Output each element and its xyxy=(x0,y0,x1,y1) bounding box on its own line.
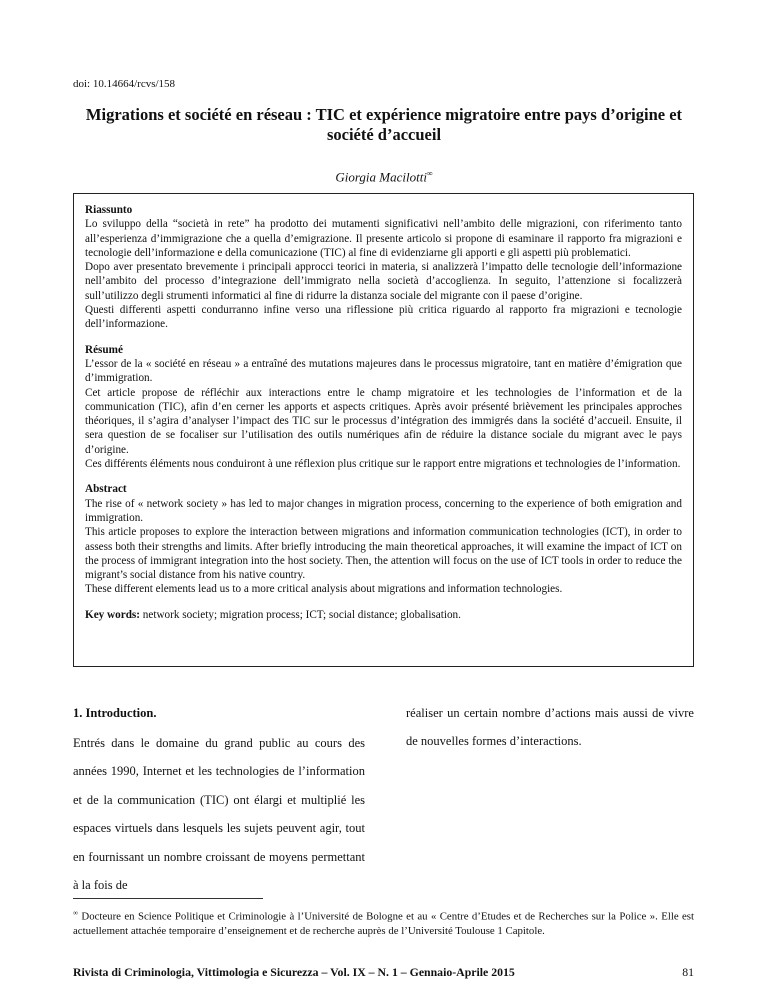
abstract-paragraph: This article proposes to explore the interaction between migrations and information communication technologies (ICT), in order to assess both their strengths and limits. After briefly introducing the main theoretical approaches, it will examine the impact of ICT on the process of immigrant integration into the host society. Then, the attention will focus on the use of ICT tools in order to reduce the migrant’s social distance from his native country. xyxy=(85,526,682,582)
abstract-heading: Résumé xyxy=(85,343,123,356)
footnote xyxy=(73,906,694,938)
section-heading: 1. Introduction. xyxy=(73,706,157,720)
keywords-label: Key words: xyxy=(85,608,140,621)
abstract-paragraph: The rise of « network society » has led to major changes in migration process, concerning to the experience of both emigration and immigration. xyxy=(85,497,682,524)
body-column-right xyxy=(406,705,694,768)
abstract-box xyxy=(73,193,694,667)
article-title: Migrations et société en réseau : TIC et expérience migratoire entre pays d’origine et société d’accueil xyxy=(85,105,683,144)
footnote-divider xyxy=(73,898,263,899)
abstract-paragraph: L’essor de la « société en réseau » a entraîné des mutations majeures dans le processus migratoire, tant en matière d’émigration que d’immigration. xyxy=(85,357,682,385)
footer-journal: Rivista di Criminologia, Vittimologia e Sicurezza – Vol. IX – N. 1 – Gennaio-Aprile 2015 xyxy=(73,965,515,979)
page-number: 81 xyxy=(682,965,694,979)
abstract-paragraph: Questi differenti aspetti condurranno infine verso una riflessione più critica riguardo al rapporto fra migrazioni e tecnologie dell’informazione. xyxy=(85,304,682,331)
author-line xyxy=(0,169,768,185)
abstract-paragraph: Cet article propose de réfléchir aux interactions entre le champ migratoire et les technologies de l’information et de la communication (TIC), afin d’en cerner les apports et aspects critiques. Après avoir présenté brièvement les principales approches théoriques, il s’agira d’analyser l’impact des TIC sur le processus d’intégration des immigrés dans la société d’accueil. Ensuite, il sera question de se focaliser sur l’utilisation des outils numériques afin de réduire la distance sociale du migrant avec le pays d’origine. xyxy=(85,386,682,456)
author-name: Giorgia Macilotti xyxy=(335,169,427,185)
abstract-heading: Abstract xyxy=(85,483,127,496)
abstract-riassunto xyxy=(85,203,682,332)
abstract-resume xyxy=(85,343,682,472)
abstract-paragraph: These different elements lead us to a more critical analysis about migrations and information technologies. xyxy=(85,583,563,596)
abstract-english xyxy=(85,482,682,596)
abstract-paragraph: Ces différents éléments nous conduiront à une réflexion plus critique sur le rapport entre migrations et technologies de l’information. xyxy=(85,458,681,471)
abstract-paragraph: Lo sviluppo della “società in rete” ha prodotto dei mutamenti significativi nell’ambito delle migrazioni, con riferimento tanto all’esperienza d’immigrazione che a quella d’emigrazione. Il presente articolo si propone di esaminare il rapporto fra migrazioni e tecnologie dell’informazione e della comunicazione (TIC) al fine di evidenziarne gli apporti e gli aspetti più problematici. xyxy=(85,218,682,259)
body-column-left xyxy=(73,705,365,912)
abstract-heading: Riassunto xyxy=(85,204,133,216)
keywords xyxy=(85,608,682,622)
body-paragraph: Entrés dans le domaine du grand public au cours des années 1990, Internet et les technologies de l’information et de la communication (TIC) ont élargi et multiplié les espaces virtuels dans lesquels les sujets peuvent agir, tout en fournissant un nombre croissant de moyens permettant à la fois de xyxy=(73,736,365,893)
author-footnote-mark: ∞ xyxy=(426,169,433,178)
abstract-paragraph: Dopo aver presentato brevemente i principali approcci teorici in materia, si analizzerà l’impatto delle tecnologie dell’informazione nell’ambito del processo d’integrazione dell’immigrato nella società d’accoglienza. In seguito, l’attenzione si focalizzerà sull’utilizzo degli strumenti informatici al fine di ridurre la distanza sociale del migrante con il paese d’origine. xyxy=(85,261,682,302)
keywords-text: network society; migration process; ICT; social distance; globalisation. xyxy=(142,608,461,621)
body-paragraph: réaliser un certain nombre d’actions mais aussi de vivre de nouvelles formes d’interactions. xyxy=(406,706,694,749)
footnote-mark: ∞ xyxy=(73,909,78,917)
footnote-text: Docteure en Science Politique et Criminologie à l’Université de Bologne et au « Centre d’Etudes et de Recherches sur la Police ». Elle est actuellement attachée temporaire d’enseignement et de recherche auprès de l’Université Toulouse 1 Capitole. xyxy=(73,910,694,937)
doi: doi: 10.14664/rcvs/158 xyxy=(73,78,176,90)
